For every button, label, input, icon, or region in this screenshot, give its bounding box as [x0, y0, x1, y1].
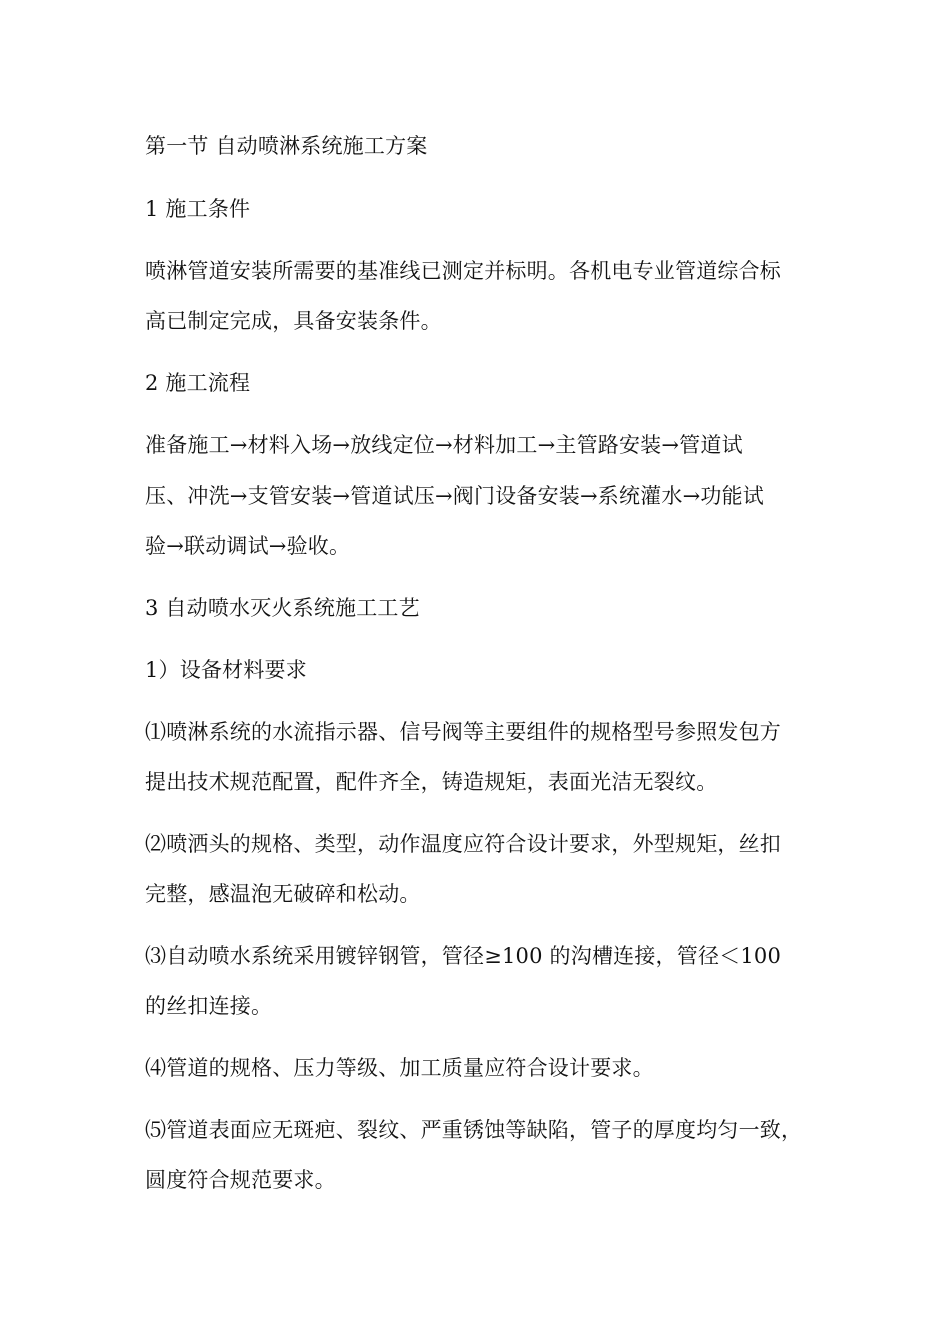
item-2-line-2: 完整，感温泡无破碎和松动。: [145, 882, 421, 906]
item-3-line-1: ⑶自动喷水系统采用镀锌钢管，管径≥100 的沟槽连接，管径＜100: [145, 944, 782, 968]
item-4-line-1: ⑷管道的规格、压力等级、加工质量应符合设计要求。: [145, 1056, 654, 1080]
paragraph-process-line-3: 验→联动调试→验收。: [145, 534, 351, 558]
paragraph-process-line-2: 压、冲洗→支管安装→管道试压→阀门设备安装→系统灌水→功能试: [145, 484, 764, 508]
item-1-line-2: 提出技术规范配置，配件齐全，铸造规矩，表面光洁无裂纹。: [145, 770, 718, 794]
item-5-line-1: ⑸管道表面应无斑疤、裂纹、严重锈蚀等缺陷，管子的厚度均匀一致，: [145, 1118, 803, 1142]
item-1-line-1: ⑴喷淋系统的水流指示器、信号阀等主要组件的规格型号参照发包方: [145, 720, 781, 744]
item-2-line-1: ⑵喷洒头的规格、类型，动作温度应符合设计要求，外型规矩，丝扣: [145, 832, 781, 856]
item-3-line-2: 的丝扣连接。: [145, 994, 273, 1018]
heading-construction-process: 2 施工流程: [145, 371, 251, 395]
heading-sprinkler-technology: 3 自动喷水灭火系统施工工艺: [145, 596, 420, 620]
section-title: 第一节 自动喷淋系统施工方案: [145, 134, 428, 158]
paragraph-process-line-1: 准备施工→材料入场→放线定位→材料加工→主管路安装→管道试: [145, 433, 743, 457]
paragraph-conditions-line-1: 喷淋管道安装所需要的基准线已测定并标明。各机电专业管道综合标: [145, 259, 781, 283]
item-5-line-2: 圆度符合规范要求。: [145, 1168, 336, 1192]
paragraph-conditions-line-2: 高已制定完成，具备安装条件。: [145, 309, 442, 333]
heading-construction-conditions: 1 施工条件: [145, 197, 251, 221]
subheading-equipment-requirements: 1）设备材料要求: [145, 658, 307, 682]
